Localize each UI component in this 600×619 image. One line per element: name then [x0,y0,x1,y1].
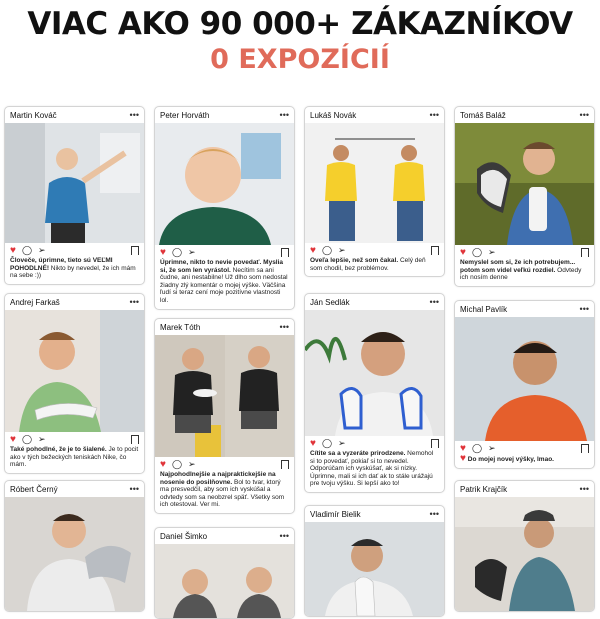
review-photo[interactable] [155,335,294,457]
review-caption: Najpohodlnejšie a najpraktickejšie na nosenie do posilňovne. Bol to tvar, ktorý ma presvedčil, aby som ich vyskúšal a odvtedy som sa neobzrel späť. Všetky som ich otestoval. Ver mi. [160,471,285,509]
review-card [304,106,445,277]
page-subtitle: 0 EXPOZÍCIÍ [210,44,390,75]
username[interactable]: Michal Pavlík [460,304,508,314]
more-icon[interactable]: ••• [129,297,139,307]
review-photo[interactable] [5,123,144,243]
bookmark-icon[interactable] [581,444,589,453]
review-card [454,480,595,612]
review-card [4,480,145,612]
comment-icon[interactable]: ◯ [321,244,333,255]
share-icon[interactable]: ➢ [488,246,496,257]
review-card [154,527,295,619]
more-icon[interactable]: ••• [579,484,589,494]
page-title: VIAC AKO 90 000+ ZÁKAZNÍKOV [27,6,573,42]
share-icon[interactable]: ➢ [188,458,196,469]
review-caption: Úprimne, nikto to nevie povedať. Myslia si, že som len vyrástol. Necítim sa ani čudne, ani nestabilne! Už dlho som nedostal žiadny zlý komentár o mojej výške. Väčšina ľudí si teraz cení moje pozitívne vlastnosti lol. [160,259,288,304]
bookmark-icon[interactable] [131,435,139,444]
more-icon[interactable]: ••• [429,509,439,519]
review-card [454,300,595,469]
review-photo[interactable] [455,497,594,611]
review-caption: Také pohodlné, že je to šialené. Je to pocit ako v tých bežeckých teniskách Nike, čo mám. [10,446,139,469]
share-icon[interactable]: ➢ [188,246,196,257]
bookmark-icon[interactable] [431,439,439,448]
more-icon[interactable]: ••• [579,304,589,314]
bookmark-icon[interactable] [131,246,139,255]
share-icon[interactable]: ➢ [38,433,46,444]
more-icon[interactable]: ••• [429,297,439,307]
comment-icon[interactable]: ◯ [171,458,183,469]
review-caption: Oveľa lepšie, než som čakal. Celý deň som chodil, bez problémov. [310,257,426,272]
comment-icon[interactable]: ◯ [21,244,33,255]
heart-icon[interactable]: ♥ [10,433,16,445]
username[interactable]: Róbert Černý [10,484,58,494]
more-icon[interactable]: ••• [129,484,139,494]
comment-icon[interactable]: ◯ [471,246,483,257]
username[interactable]: Patrik Krajčík [460,484,508,494]
share-icon[interactable]: ➢ [488,442,496,453]
more-icon[interactable]: ••• [279,110,289,120]
username[interactable]: Lukáš Novák [310,110,357,120]
username[interactable]: Martin Kováč [10,110,57,120]
comment-icon[interactable]: ◯ [471,442,483,453]
heart-icon[interactable]: ♥ [160,246,166,258]
more-icon[interactable]: ••• [429,110,439,120]
more-icon[interactable]: ••• [279,531,289,541]
review-card [454,106,595,287]
review-card [154,318,295,514]
heart-icon[interactable]: ♥ [460,246,466,258]
review-caption: Nemyslel som si, že ich potrebujem... potom som videl veľkú rozdiel. Odvtedy ich nosím denne [460,259,582,282]
review-card [154,106,295,310]
review-card [304,293,445,493]
username[interactable]: Peter Horváth [160,110,210,120]
review-photo[interactable] [155,123,294,245]
review-photo[interactable] [305,123,444,243]
review-caption: Cítite sa a vyzeráte prirodzene. Nemohol si to povedať, pokiaľ si to nevedel. Odporúčam ich vyskúšať, ak si nízky. Úprimne, mali si ich dať ak to stále urážajú pre tvoju výšku. Si lepší ako to! [310,450,434,488]
username[interactable]: Marek Tóth [160,322,201,332]
review-photo[interactable] [155,544,294,618]
share-icon[interactable]: ➢ [38,244,46,255]
comment-icon[interactable]: ◯ [321,437,333,448]
username[interactable]: Tomáš Baláž [460,110,506,120]
more-icon[interactable]: ••• [279,322,289,332]
review-photo[interactable] [305,310,444,436]
bookmark-icon[interactable] [431,246,439,255]
review-card [4,293,145,474]
review-caption: ♥ Do mojej novej výšky, lmao. [460,453,554,464]
heart-icon[interactable]: ♥ [10,244,16,256]
comment-icon[interactable]: ◯ [21,433,33,444]
review-caption: Človeče, úprimne, tieto sú VEĽMI POHODLNÉ! Nikto by nevedel, že ich mám na sebe :)) [10,257,136,280]
share-icon[interactable]: ➢ [338,437,346,448]
username[interactable]: Vladimír Bielik [310,509,361,519]
review-photo[interactable] [455,123,594,245]
bookmark-icon[interactable] [281,248,289,257]
review-photo[interactable] [5,310,144,432]
heart-icon[interactable]: ♥ [160,458,166,470]
review-card [304,505,445,617]
heart-icon[interactable]: ♥ [460,442,466,454]
share-icon[interactable]: ➢ [338,244,346,255]
review-photo[interactable] [455,317,594,441]
heart-icon[interactable]: ♥ [310,437,316,449]
username[interactable]: Ján Sedlák [310,297,350,307]
more-icon[interactable]: ••• [129,110,139,120]
more-icon[interactable]: ••• [579,110,589,120]
bookmark-icon[interactable] [581,248,589,257]
review-photo[interactable] [5,497,144,611]
username[interactable]: Andrej Farkaš [10,297,60,307]
review-photo[interactable] [305,522,444,616]
heart-icon[interactable]: ♥ [310,244,316,256]
heart-emoji-icon: ♥ [460,453,466,464]
bookmark-icon[interactable] [281,460,289,469]
comment-icon[interactable]: ◯ [171,246,183,257]
username[interactable]: Daniel Šimko [160,531,208,541]
review-card [4,106,145,285]
